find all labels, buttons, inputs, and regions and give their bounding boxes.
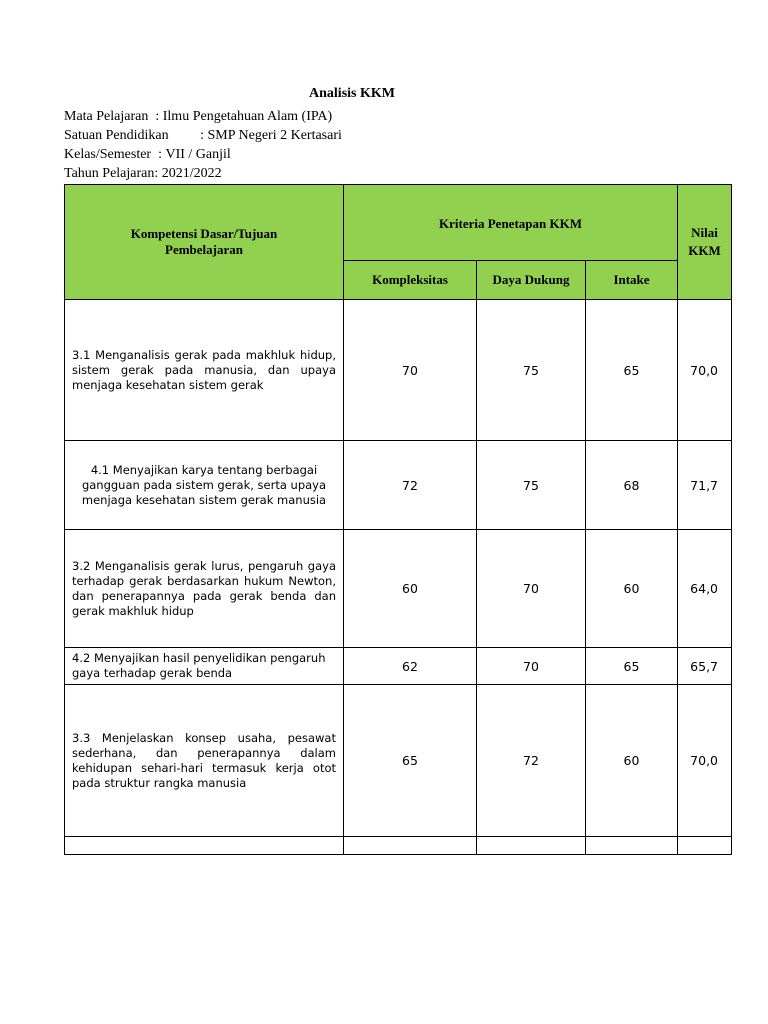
header-nilai-kkm: Nilai KKM — [678, 185, 732, 300]
document-title: Analisis KKM — [309, 86, 395, 101]
meta-school-year — [64, 165, 222, 183]
meta-school — [64, 127, 342, 145]
meta-class-label: Kelas/Semester : — [64, 147, 166, 162]
nilai-cell: 71,7 — [678, 441, 732, 530]
table-row — [65, 530, 732, 648]
nilai-cell: 70,0 — [678, 300, 732, 441]
empty-cell — [65, 837, 344, 855]
table-row — [65, 685, 732, 837]
meta-subject-label: Mata Pelajaran : — [64, 109, 163, 124]
kd-cell: 4.2 Menyajikan hasil penyelidikan pengaruh gaya terhadap gerak benda — [65, 648, 344, 685]
table-row — [65, 441, 732, 530]
header-daya-dukung: Daya Dukung — [477, 261, 586, 300]
meta-school-value: SMP Negeri 2 Kertasari — [207, 128, 342, 143]
daya-dukung-cell: 75 — [477, 441, 586, 530]
daya-dukung-cell: 70 — [477, 648, 586, 685]
empty-table-row — [65, 837, 732, 855]
nilai-cell: 64,0 — [678, 530, 732, 648]
meta-class-semester — [64, 146, 231, 164]
empty-cell — [586, 837, 678, 855]
meta-subject-value: Ilmu Pengetahuan Alam (IPA) — [162, 109, 333, 124]
kompleksitas-cell: 60 — [344, 530, 477, 648]
intake-cell: 60 — [586, 685, 678, 837]
kompleksitas-cell: 65 — [344, 685, 477, 837]
empty-cell — [678, 837, 732, 855]
meta-subject — [64, 108, 332, 126]
intake-cell: 68 — [586, 441, 678, 530]
kompleksitas-cell: 62 — [344, 648, 477, 685]
daya-dukung-cell: 70 — [477, 530, 586, 648]
intake-cell: 65 — [586, 300, 678, 441]
header-intake: Intake — [586, 261, 678, 300]
meta-school-label: Satuan Pendidikan : — [64, 128, 208, 143]
header-kompleksitas: Kompleksitas — [344, 261, 477, 300]
kompleksitas-cell: 72 — [344, 441, 477, 530]
kd-cell: 3.3 Menjelaskan konsep usaha, pesawat sederhana, dan penerapannya dalam kehidupan sehari-hari termasuk kerja otot pada struktur rangka manusia — [65, 685, 344, 837]
empty-cell — [477, 837, 586, 855]
header-kriteria: Kriteria Penetapan KKM — [344, 185, 678, 261]
kd-cell: 4.1 Menyajikan karya tentang berbagai gangguan pada sistem gerak, serta upaya menjaga kesehatan sistem gerak manusia — [65, 441, 344, 530]
kompleksitas-cell: 70 — [344, 300, 477, 441]
kkm-table — [64, 184, 732, 855]
meta-year-label: Tahun Pelajaran: — [64, 166, 162, 181]
table-row — [65, 300, 732, 441]
nilai-cell: 70,0 — [678, 685, 732, 837]
daya-dukung-cell: 75 — [477, 300, 586, 441]
empty-cell — [344, 837, 477, 855]
intake-cell: 60 — [586, 530, 678, 648]
kd-cell: 3.1 Menganalisis gerak pada makhluk hidup, sistem gerak pada manusia, dan upaya menjaga kesehatan sistem gerak — [65, 300, 344, 441]
header-kompetensi-dasar: Kompetensi Dasar/Tujuan Pembelajaran — [65, 185, 344, 300]
table-row — [65, 648, 732, 685]
kd-cell: 3.2 Menganalisis gerak lurus, pengaruh gaya terhadap gerak berdasarkan hukum Newton, dan penerapannya pada gerak benda dan gerak makhluk hidup — [65, 530, 344, 648]
meta-class-value: VII / Ganjil — [165, 147, 231, 162]
daya-dukung-cell: 72 — [477, 685, 586, 837]
meta-year-value: 2021/2022 — [161, 166, 222, 181]
intake-cell: 65 — [586, 648, 678, 685]
nilai-cell: 65,7 — [678, 648, 732, 685]
